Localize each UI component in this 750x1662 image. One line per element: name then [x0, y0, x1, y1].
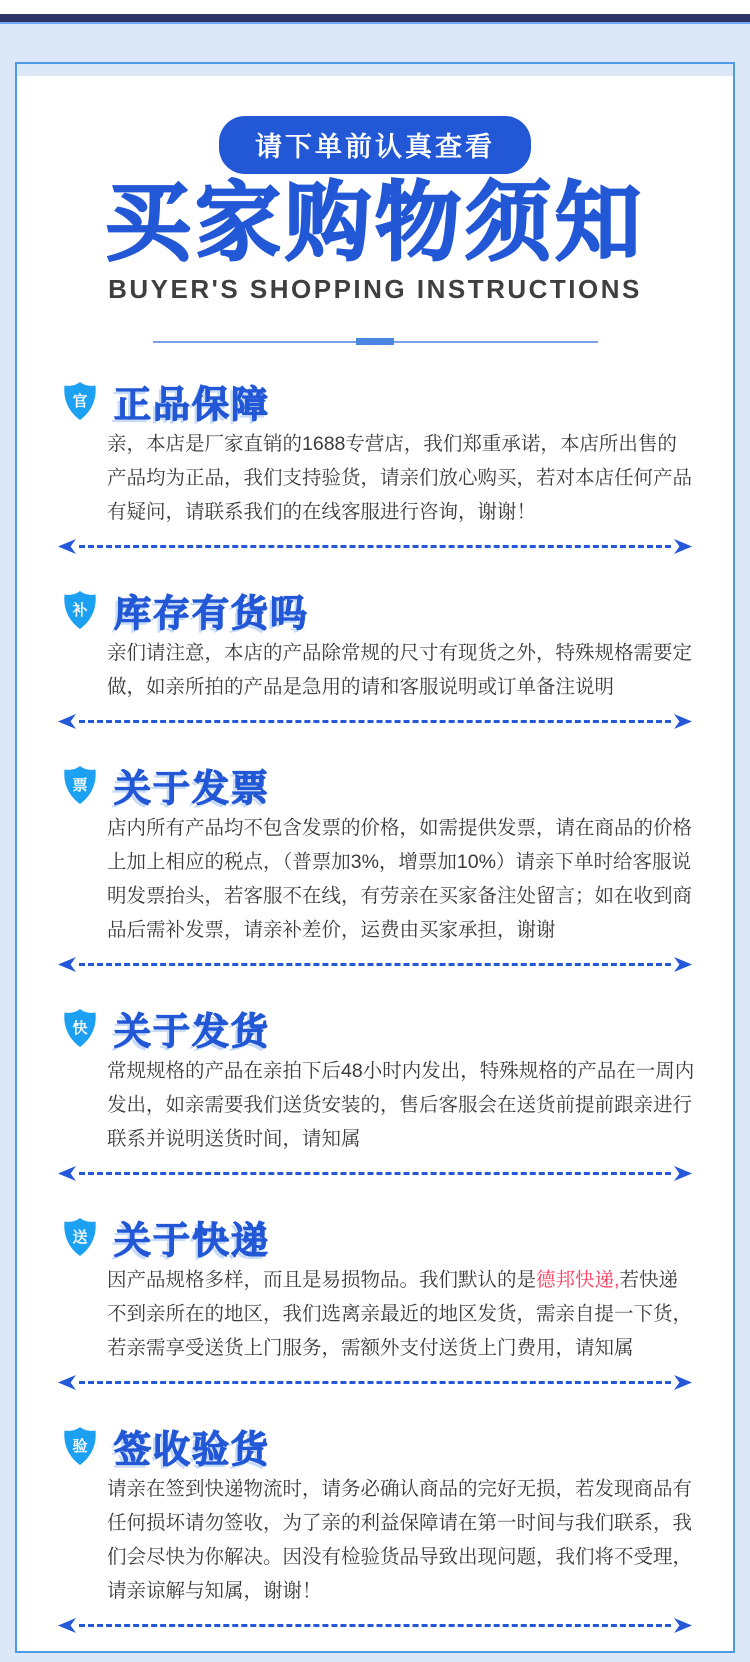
- arrow-left-icon: [58, 714, 76, 729]
- navy-top-bar: [0, 14, 750, 22]
- svg-text:票: 票: [72, 777, 88, 794]
- arrow-left-icon: [58, 1375, 76, 1390]
- section-header: [58, 1215, 692, 1259]
- section-title: 签收验货: [114, 1429, 270, 1470]
- section: [58, 1215, 692, 1390]
- shield-badge-icon: [62, 765, 98, 805]
- dashed-line: [79, 1381, 671, 1384]
- section-body: [107, 1472, 695, 1608]
- svg-text:官: 官: [72, 393, 88, 410]
- section-header: [58, 763, 692, 807]
- section-title: 关于发货: [114, 1011, 270, 1052]
- section-title: 关于快递: [114, 1220, 270, 1261]
- shield-badge-icon: [62, 1008, 98, 1048]
- section-divider: [58, 539, 692, 554]
- section-divider: [58, 1375, 692, 1390]
- section-title: 库存有货吗: [114, 593, 309, 634]
- arrow-left-icon: [58, 539, 76, 554]
- page-subtitle: BUYER'S SHOPPING INSTRUCTIONS: [108, 274, 642, 304]
- ribbon-badge: 请下单前认真查看: [219, 116, 531, 174]
- arrow-left-icon: [58, 957, 76, 972]
- section-header: [58, 1424, 692, 1468]
- section: [58, 588, 692, 729]
- section-divider: [58, 1166, 692, 1181]
- svg-text:送: 送: [72, 1229, 88, 1246]
- section-header: [58, 588, 692, 632]
- body-text: 店内所有产品均不包含发票的价格，如需提供发票，请在商品的价格上加上相应的税点，（普票加3%，增票加10%）请亲下单时给客服说明发票抬头，若客服不在线，有劳亲在买家备注处留言；如在收到商品后需补发票，请亲补差价，运费由买家承担，谢谢: [107, 817, 693, 941]
- arrow-right-icon: [674, 714, 692, 729]
- section: [58, 1006, 695, 1181]
- section-divider: [58, 1618, 692, 1633]
- accent-center-rect: [356, 338, 394, 345]
- svg-text:补: 补: [72, 602, 88, 619]
- arrow-right-icon: [674, 539, 692, 554]
- shield-badge-icon: [62, 590, 98, 630]
- shield-badge-icon: [62, 1217, 98, 1257]
- body-text: 若快递不到亲所在的地区，我们选离亲最近的地区发货，需亲自提一下货，若亲需享受送货上门服务，需额外支付送货上门费用，请知属: [107, 1269, 693, 1359]
- section-title: 关于发票: [114, 768, 270, 809]
- section-header: [58, 1006, 692, 1050]
- top-margin: [0, 0, 750, 14]
- section: [58, 379, 692, 554]
- section-divider: [58, 957, 692, 972]
- card-top-strip: [17, 64, 733, 76]
- sections-container: [17, 379, 733, 1651]
- accent-divider: [153, 338, 598, 345]
- arrow-right-icon: [674, 957, 692, 972]
- arrow-left-icon: [58, 1166, 76, 1181]
- section-title: 正品保障: [114, 384, 270, 425]
- section-body: [107, 811, 695, 947]
- svg-text:验: 验: [72, 1438, 88, 1455]
- section-body: [107, 636, 695, 704]
- accent-line-right: [394, 341, 598, 343]
- notice-card: [15, 62, 735, 1653]
- shield-badge-icon: [62, 381, 98, 421]
- arrow-right-icon: [674, 1166, 692, 1181]
- page-title: 买家购物须知: [105, 175, 645, 271]
- section-body: [107, 427, 695, 529]
- body-text: 亲，本店是厂家直销的1688专营店，我们郑重承诺，本店所出售的产品均为正品，我们支持验货，请亲们放心购买，若对本店任何产品有疑问，请联系我们的在线客服进行咨询，谢谢！: [107, 433, 693, 523]
- body-text: 常规规格的产品在亲拍下后48小时内发出，特殊规格的产品在一周内发出，如亲需要我们送货安装的，售后客服会在送货前提前跟亲进行联系并说明送货时间，请知属: [107, 1060, 695, 1150]
- dashed-line: [79, 1624, 671, 1627]
- body-text: 因产品规格多样，而且是易损物品。我们默认的是: [107, 1269, 537, 1291]
- section-divider: [58, 714, 692, 729]
- arrow-right-icon: [674, 1375, 692, 1390]
- body-text: 亲们请注意，本店的产品除常规的尺寸有现货之外，特殊规格需要定做，如亲所拍的产品是急用的请和客服说明或订单备注说明: [107, 642, 693, 698]
- arrow-left-icon: [58, 1618, 76, 1633]
- section-header: [58, 379, 692, 423]
- outer-frame: [0, 22, 750, 1662]
- section: [58, 1424, 692, 1633]
- section-body: [107, 1263, 695, 1365]
- section-body: [107, 1054, 695, 1156]
- dashed-line: [79, 1172, 671, 1175]
- section: [58, 763, 692, 972]
- dashed-line: [79, 720, 671, 723]
- body-text: 请亲在签到快递物流时，请务必确认商品的完好无损，若发现商品有任何损坏请勿签收，为了亲的利益保障请在第一时间与我们联系，我们会尽快为你解决。因没有检验货品导致出现问题，我们将不受理，请亲谅解与知属，谢谢！: [107, 1478, 693, 1602]
- svg-text:快: 快: [72, 1020, 88, 1037]
- dashed-line: [79, 963, 671, 966]
- dashed-line: [79, 545, 671, 548]
- highlighted-text: 德邦快递,: [536, 1269, 620, 1291]
- arrow-right-icon: [674, 1618, 692, 1633]
- accent-line-left: [153, 341, 357, 343]
- shield-badge-icon: [62, 1426, 98, 1466]
